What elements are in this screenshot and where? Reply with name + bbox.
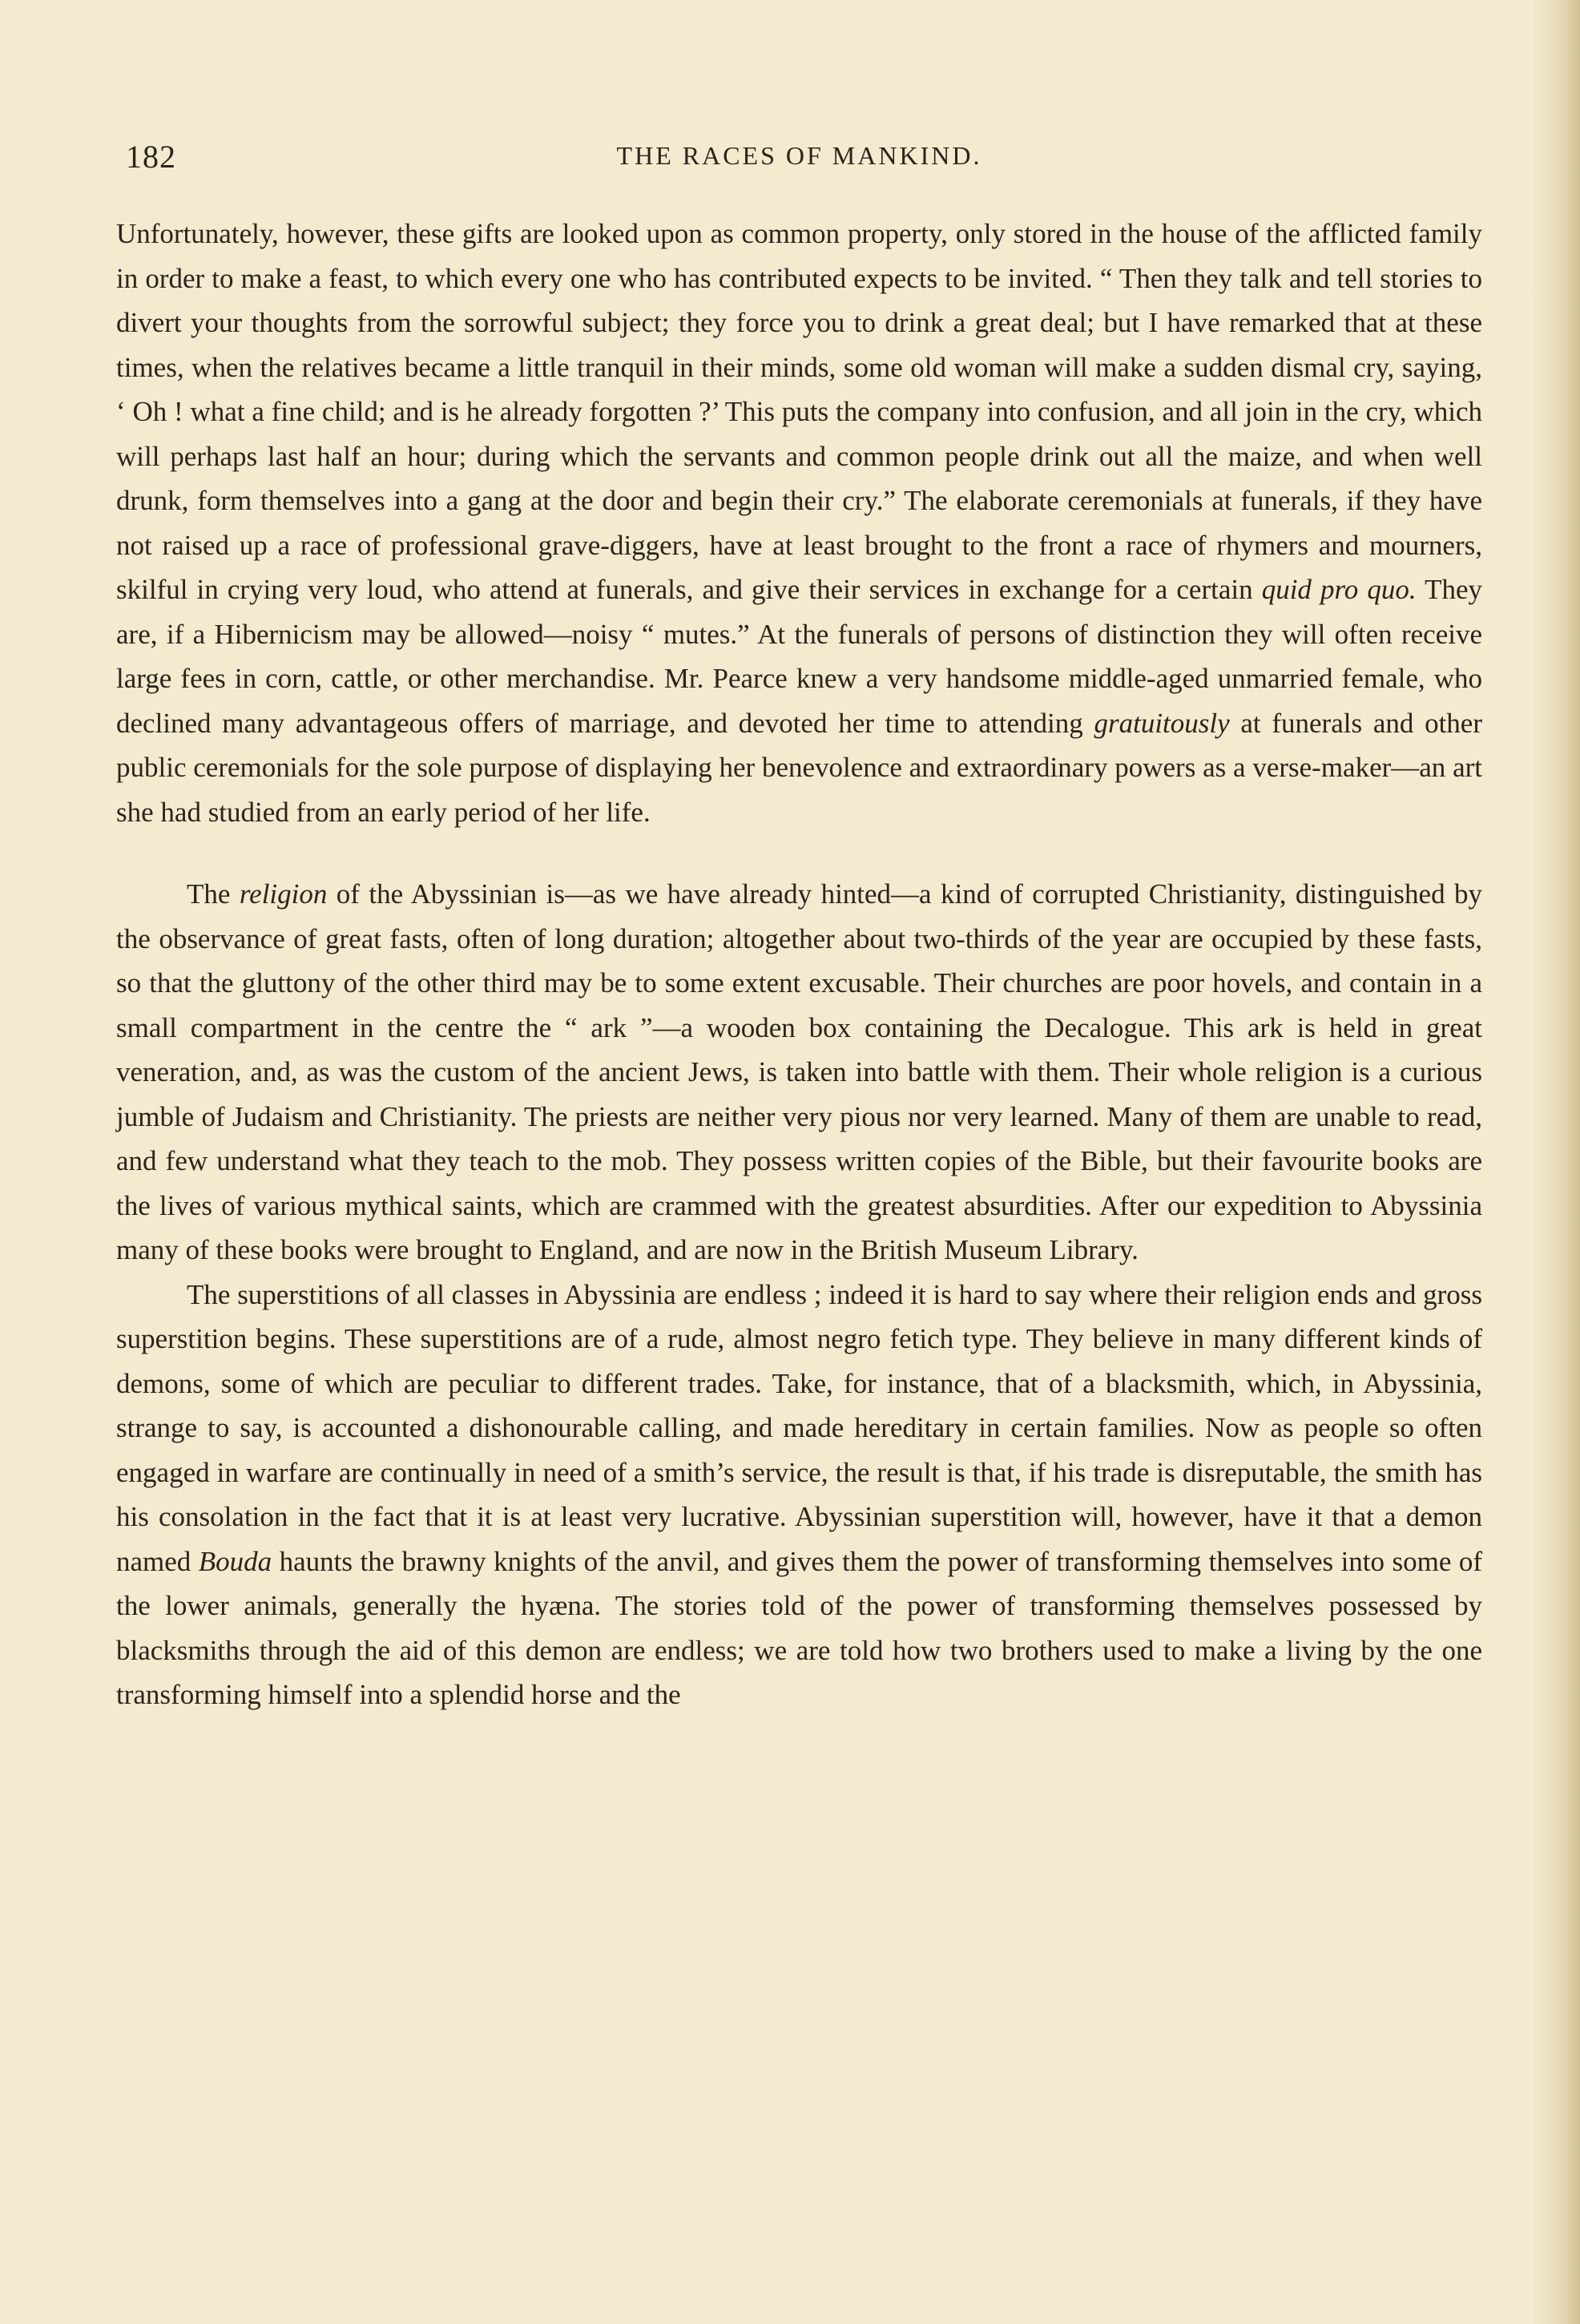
text-run: They are, if a Hibernicism may be allowed—noisy “ mutes.” At the funerals of persons of distinction they will often receive large fees in corn, cattle, or other merchandise. Mr. Pearce knew a very handsome middle-aged unmarried female, who declined many advantageous offers of marriage, and devoted her time to attending <box>116 574 1482 739</box>
italic-phrase: gratuitously <box>1094 707 1230 739</box>
running-title: THE RACES OF MANKIND. <box>616 141 982 170</box>
paragraph-religion <box>116 872 1482 1273</box>
text-run: of the Abyssinian is—as we have already hinted—a kind of corrupted Christianity, distinguished by the observance of great fasts, often of long duration; altogether about two-thirds of the year are occupied by these fasts, so that the gluttony of the other third may be to some extent excusable. Their churches are poor hovels, and contain in a small compartment in the centre the “ ark ”—a wooden box containing the Decalogue. This ark is held in great veneration, and, as was the custom of the ancient Jews, is taken into battle with them. Their whole religion is a curious jumble of Judaism and Christianity. The priests are neither very pious nor very learned. Many of them are unable to read, and few understand what they teach to the mob. They possess written copies of the Bible, but their favourite books are the lives of various mythical saints, which are crammed with the greatest absurdities. After our expedition to Abyssinia many of these books were brought to England, and are now in the British Museum Library. <box>116 878 1482 1265</box>
text-run: The superstitions of all classes in Abyssinia are endless ; indeed it is hard to say where their religion ends and gross superstition begins. These superstitions are of a rude, almost negro fetich type. They believe in many different kinds of demons, some of which are peculiar to different trades. Take, for instance, that of a blacksmith, which, in Abyssinia, strange to say, is accounted a dishonourable calling, and made hereditary in certain families. Now as people so often engaged in warfare are continually in need of a smith’s service, the result is that, if his trade is disreputable, the smith has his consolation in the fact that it is at least very lucrative. Abyssinian superstition will, however, have it that a demon named <box>116 1278 1482 1577</box>
paragraph-superstitions <box>116 1273 1482 1717</box>
body-text <box>116 212 1482 1717</box>
italic-phrase: quid pro quo. <box>1261 574 1417 605</box>
text-run: Unfortunately, however, these gifts are looked upon as common property, only stored in the house of the afflicted family in order to make a feast, to which every one who has contributed expects to be invited. “ Then they talk and tell stories to divert your thoughts from the sorrowful subject; they force you to drink a great deal; but I have remarked that at these times, when the relatives became a little tranquil in their minds, some old woman will make a sudden dismal cry, saying, ‘ Oh ! what a fine child; and is he already forgotten ?’ This puts the company into confusion, and all join in the cry, which will perhaps last half an hour; during which the servants and common people drink out all the maize, and when well drunk, form themselves into a gang at the door and begin their cry.” The elaborate ceremonials at funerals, if they have not raised up a race of professional grave-diggers, have at least brought to the front a race of rhymers and mourners, skilful in crying very loud, who attend at funerals, and give their services in exchange for a certain <box>116 218 1482 605</box>
text-run: The <box>187 878 240 910</box>
page-number: 182 <box>126 139 176 175</box>
paragraph-gap <box>116 834 1482 872</box>
page-edge-shadow <box>1532 0 1580 2324</box>
italic-phrase: Bouda <box>198 1545 272 1577</box>
running-head <box>116 138 1482 178</box>
text-run: haunts the brawny knights of the anvil, and gives them the power of transforming themselves into some of the lower animals, generally the hyæna. The stories told of the power of transforming themselves possessed by blacksmiths through the aid of this demon are endless; we are told how two brothers used to make a living by the one transforming himself into a splendid horse and the <box>116 1545 1482 1710</box>
text-run: at funerals and other public ceremonials for the sole purpose of displaying her benevolence and extraordinary powers as a verse-maker—an art she had studied from an early period of her life. <box>116 707 1482 828</box>
italic-phrase: religion <box>239 878 328 910</box>
paragraph-funerals <box>116 212 1482 834</box>
